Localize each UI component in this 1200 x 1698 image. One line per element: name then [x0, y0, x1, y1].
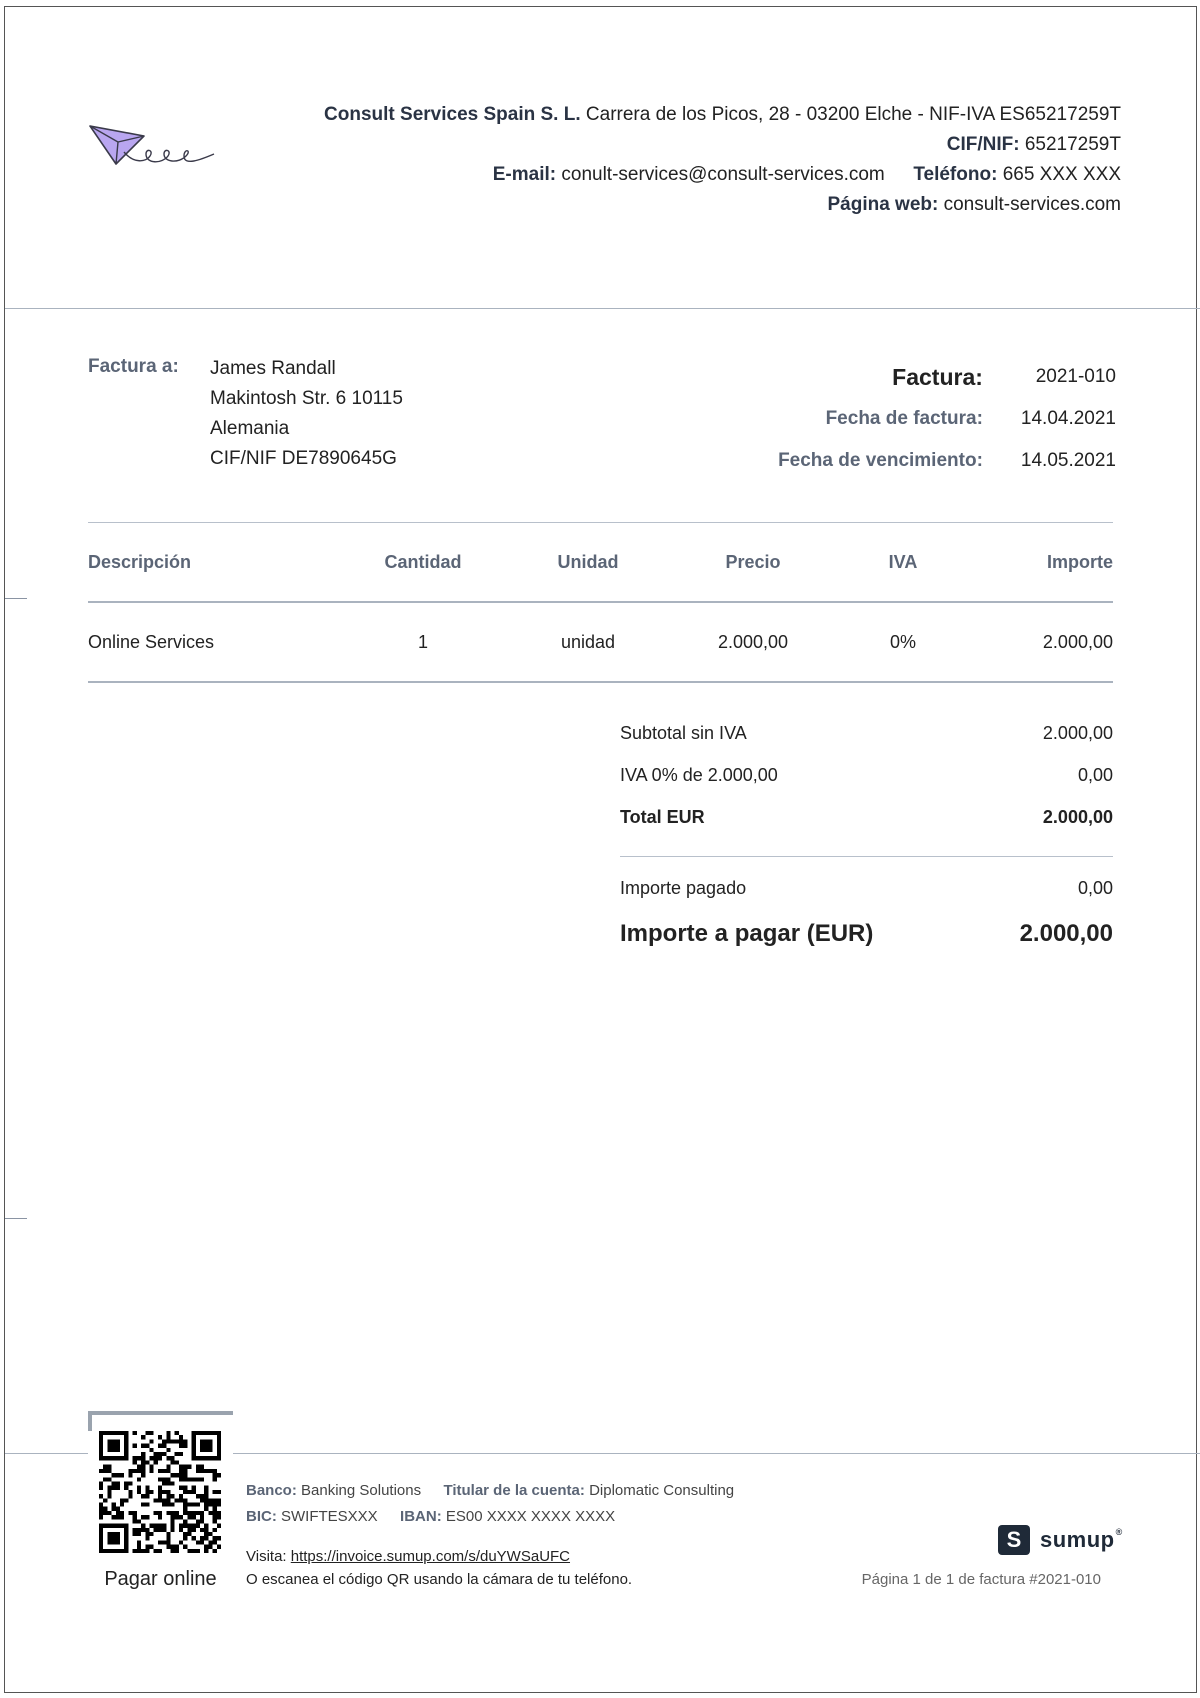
col-header-amount: Importe	[1046, 551, 1113, 572]
header-divider	[5, 308, 1200, 309]
bill-to-line: James Randall	[210, 358, 336, 379]
company-info	[324, 100, 1121, 220]
table-row	[88, 603, 1113, 683]
amount-due-label: Importe a pagar (EUR)	[620, 920, 874, 947]
visit-label: Visita:	[246, 1548, 287, 1565]
sumup-registered-mark: ®	[1115, 1527, 1123, 1537]
invoice-date-value: 14.04.2021	[1020, 408, 1116, 429]
col-header-quantity: Cantidad	[384, 551, 462, 572]
col-header-description: Descripción	[88, 551, 192, 572]
bank-details	[246, 1478, 734, 1530]
company-phone-label: Teléfono:	[913, 164, 998, 185]
total-label: Total EUR	[620, 806, 705, 827]
company-web-value[interactable]: consult-services.com	[943, 194, 1121, 215]
amount-due-row	[620, 909, 1113, 959]
total-value: 2.000,00	[1042, 806, 1113, 827]
fold-mark	[5, 1218, 27, 1219]
subtotal-value: 2.000,00	[1042, 722, 1113, 743]
vat-value: 0,00	[1077, 764, 1113, 785]
bic-value: SWIFTESXXX	[281, 1508, 378, 1525]
company-name: Consult Services Spain S. L.	[324, 104, 581, 125]
pay-online-label[interactable]: Pagar online	[104, 1568, 217, 1590]
bank-label: Banco:	[246, 1482, 297, 1499]
payment-instructions	[246, 1545, 632, 1591]
sumup-badge: S	[998, 1525, 1030, 1555]
paid-value: 0,00	[1077, 877, 1113, 898]
invoice-date-label: Fecha de factura:	[825, 408, 983, 429]
cell-amount: 2.000,00	[1042, 631, 1113, 652]
cell-description: Online Services	[88, 631, 215, 652]
items-table-header	[88, 523, 1113, 603]
paid-row	[620, 867, 1113, 909]
totals-block	[620, 712, 1113, 959]
sumup-logo-icon	[998, 1524, 1123, 1556]
invoice-number-label: Factura:	[892, 363, 983, 390]
bill-to-address	[210, 354, 403, 474]
invoice-meta	[778, 356, 1116, 482]
scan-instructions: O escanea el código QR usando la cámara de tu teléfono.	[246, 1571, 633, 1588]
invoice-number-value: 2021-010	[1035, 366, 1116, 387]
qr-code-icon[interactable]	[99, 1431, 221, 1553]
col-header-price: Precio	[725, 551, 781, 572]
col-header-vat: IVA	[888, 551, 918, 572]
cell-quantity: 1	[417, 631, 428, 652]
company-phone-value: 665 XXX XXX	[1002, 164, 1121, 185]
bank-value: Banking Solutions	[301, 1482, 422, 1499]
bill-to-line: Alemania	[210, 418, 290, 439]
bill-to-line: Makintosh Str. 6 10115	[210, 388, 403, 409]
company-email-value[interactable]: conult-services@consult-services.com	[561, 164, 885, 185]
subtotal-row	[620, 712, 1113, 754]
bic-label: BIC:	[246, 1508, 277, 1525]
fold-mark	[5, 598, 27, 599]
cell-unit: unidad	[560, 631, 616, 652]
account-holder-label: Titular de la cuenta:	[443, 1482, 585, 1499]
due-date-value: 14.05.2021	[1020, 450, 1116, 471]
totals-divider	[620, 856, 1113, 857]
payment-link[interactable]: https://invoice.sumup.com/s/duYWSaUFC	[290, 1548, 571, 1565]
bill-to-label: Factura a:	[88, 356, 179, 377]
page-info: Página 1 de 1 de factura #2021-010	[861, 1571, 1101, 1588]
sumup-wordmark: sumup	[1040, 1527, 1115, 1552]
qr-card-corner	[88, 1411, 233, 1431]
col-header-unit: Unidad	[557, 551, 619, 572]
total-row	[620, 796, 1113, 838]
account-holder-value: Diplomatic Consulting	[589, 1482, 735, 1499]
iban-value: ES00 XXXX XXXX XXXX	[445, 1508, 616, 1525]
subtotal-label: Subtotal sin IVA	[620, 722, 747, 743]
company-cif-value: 65217259T	[1024, 134, 1121, 155]
company-email-label: E-mail:	[492, 164, 557, 185]
vat-label: IVA 0% de 2.000,00	[620, 764, 778, 785]
vat-row	[620, 754, 1113, 796]
company-address: Carrera de los Picos, 28 - 03200 Elche - NIF-IVA ES65217259T	[585, 104, 1121, 125]
bill-to-line: CIF/NIF DE7890645G	[210, 448, 397, 469]
paper-plane-icon	[88, 120, 228, 190]
company-cif-label: CIF/NIF:	[946, 134, 1020, 155]
paid-label: Importe pagado	[620, 877, 747, 898]
due-date-label: Fecha de vencimiento:	[778, 450, 983, 471]
cell-price: 2.000,00	[717, 631, 789, 652]
cell-vat: 0%	[889, 631, 916, 652]
iban-label: IBAN:	[400, 1508, 442, 1525]
company-web-label: Página web:	[827, 194, 939, 215]
items-table	[88, 522, 1113, 683]
amount-due-value: 2.000,00	[1019, 920, 1113, 947]
